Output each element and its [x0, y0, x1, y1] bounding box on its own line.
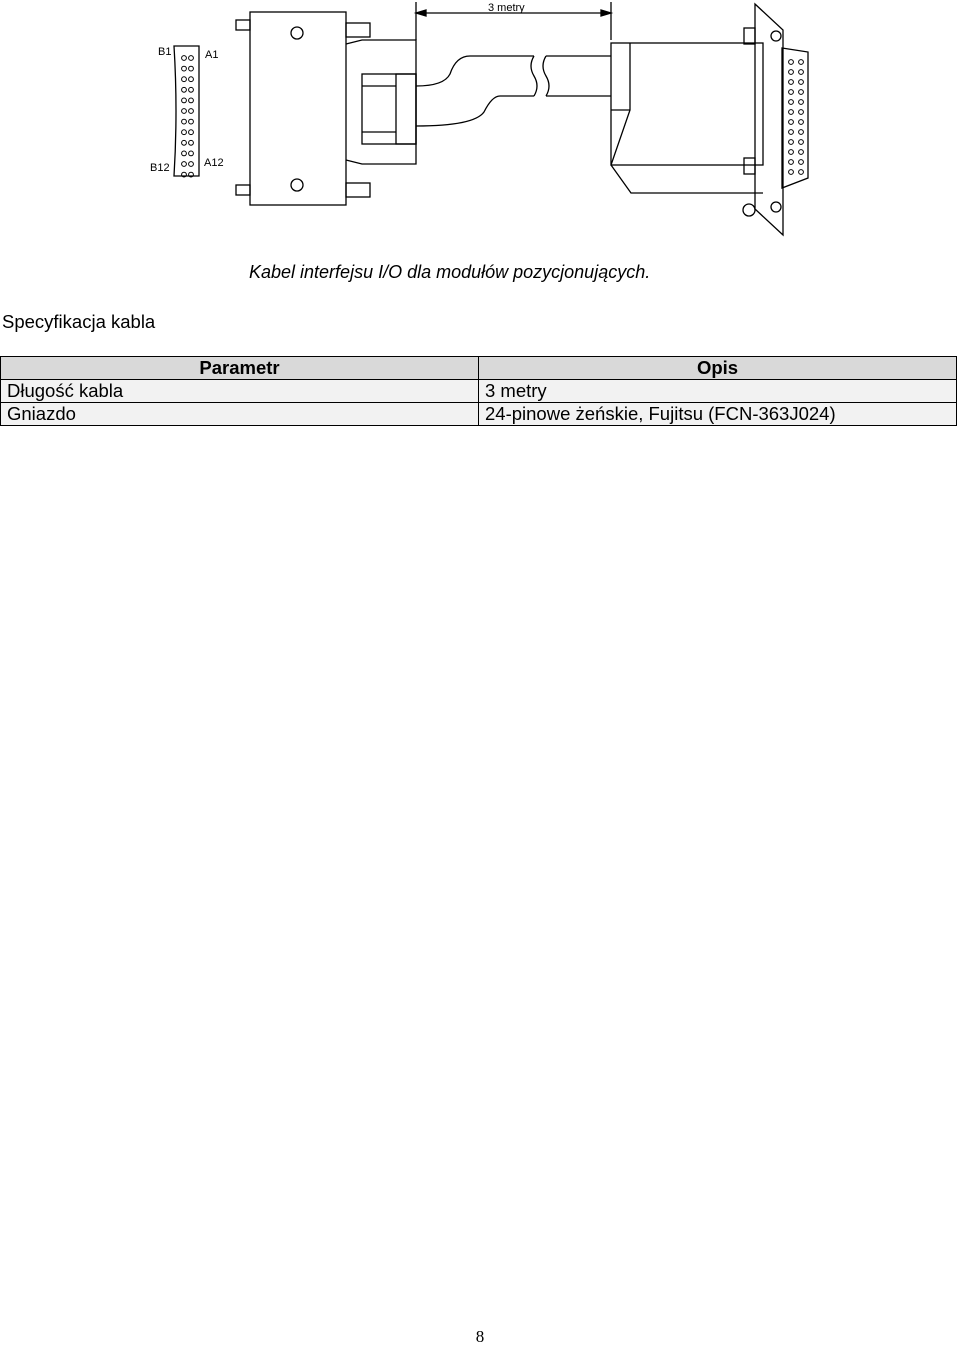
connector-housing-left	[236, 12, 416, 205]
pin-hole	[182, 162, 187, 167]
pin-hole	[189, 140, 194, 145]
pin-hole	[789, 120, 794, 125]
pin-hole	[799, 110, 804, 115]
pin-hole	[789, 150, 794, 155]
table-header-row	[1, 357, 957, 380]
pin-hole	[789, 160, 794, 165]
pin-hole	[189, 77, 194, 82]
pin-hole	[182, 130, 187, 135]
cable-spec-table	[0, 356, 957, 426]
pin-hole	[799, 140, 804, 145]
cell-parameter: Gniazdo	[1, 403, 479, 426]
pin-hole	[799, 150, 804, 155]
pin-label-a1: A1	[205, 49, 219, 61]
pin-hole	[189, 56, 194, 61]
pin-hole	[789, 70, 794, 75]
pin-hole	[799, 60, 804, 65]
pin-hole	[189, 109, 194, 114]
pin-hole	[799, 120, 804, 125]
section-title: Specyfikacja kabla	[2, 311, 156, 332]
pin-hole	[799, 170, 804, 175]
pin-hole	[789, 130, 794, 135]
pin-hole	[182, 151, 187, 156]
pin-hole	[182, 98, 187, 103]
pin-hole	[789, 90, 794, 95]
page-number: 8	[475, 1327, 485, 1346]
header-parameter: Parametr	[1, 357, 479, 380]
pin-hole	[182, 66, 187, 71]
pin-hole	[799, 70, 804, 75]
connector-pin-face	[150, 46, 224, 177]
pin-label-a12: A12	[204, 157, 224, 169]
pin-label-b1: B1	[158, 46, 172, 58]
pin-hole	[799, 90, 804, 95]
pin-hole	[182, 87, 187, 92]
pin-hole	[189, 162, 194, 167]
pin-hole	[189, 87, 194, 92]
figure-caption: Kabel interfejsu I/O dla modułów pozycjonujących.	[249, 262, 651, 282]
pin-hole	[789, 100, 794, 105]
pin-hole	[182, 56, 187, 61]
pin-hole	[789, 80, 794, 85]
cable-segments	[416, 56, 611, 126]
pin-hole	[789, 110, 794, 115]
table-row	[1, 380, 957, 403]
pin-hole	[799, 100, 804, 105]
pin-hole	[799, 130, 804, 135]
pin-hole	[789, 170, 794, 175]
pin-hole	[182, 109, 187, 114]
pin-hole	[189, 130, 194, 135]
pin-hole	[789, 60, 794, 65]
pin-hole	[182, 77, 187, 82]
header-description: Opis	[479, 357, 957, 380]
pin-label-b12: B12	[150, 162, 170, 174]
cell-parameter: Długość kabla	[1, 380, 479, 403]
table-row	[1, 403, 957, 426]
pin-hole	[182, 140, 187, 145]
pin-hole	[189, 66, 194, 71]
pin-hole	[799, 160, 804, 165]
length-dimension	[416, 2, 611, 40]
pin-hole	[182, 119, 187, 124]
cable-diagram	[0, 0, 960, 250]
pin-hole	[799, 80, 804, 85]
length-label: 3 metry	[488, 2, 525, 14]
cell-description: 24-pinowe żeńskie, Fujitsu (FCN-363J024)	[479, 403, 957, 426]
connector-housing-right	[611, 4, 808, 235]
pin-hole	[189, 151, 194, 156]
pin-hole	[189, 98, 194, 103]
cell-description: 3 metry	[479, 380, 957, 403]
pin-hole	[189, 119, 194, 124]
pin-hole	[789, 140, 794, 145]
